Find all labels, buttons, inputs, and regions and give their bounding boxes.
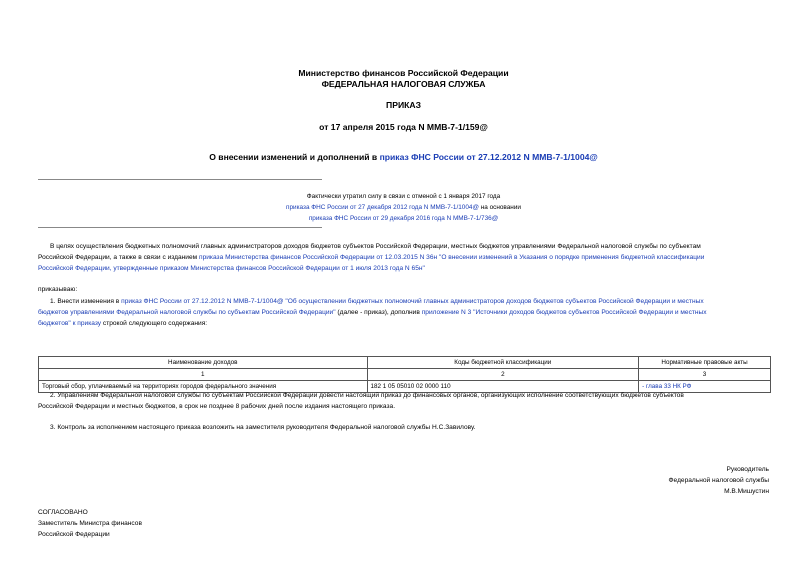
table-header-cell: Наименование доходов	[39, 357, 368, 369]
table-header-row	[39, 357, 771, 369]
divider-bottom	[38, 227, 322, 228]
table-number-cell: 1	[39, 369, 368, 381]
preamble-line2-text: Российской Федерации, а также в связи с изданием	[38, 254, 200, 261]
preamble-line2	[38, 252, 704, 263]
table-number-cell: 3	[639, 369, 771, 381]
item1-line1	[50, 296, 704, 307]
item1-prefix: 1. Внести изменения в	[50, 298, 122, 305]
status-note-line3	[0, 213, 807, 224]
item1-suffix: строкой следующего содержания:	[101, 320, 208, 327]
item1-link-appendix-cont[interactable]: бюджетов" к приказу	[38, 320, 102, 327]
order-word: приказываю:	[38, 286, 78, 293]
item2-line2: Российской Федерации и местных бюджетов, в срок не позднее 8 рабочих дней после издания настоящего приказа.	[38, 403, 396, 410]
status-note-line2	[0, 202, 807, 213]
item1-link-appendix[interactable]: приложение N 3 "Источники доходов бюджетов субъектов Российской Федерации и местных	[421, 309, 707, 316]
preamble-link-minfin-cont[interactable]: Российской Федерации, утвержденные приказом Министерства финансов Российской Федерации от 1 июля 2013 года N 65н"	[38, 265, 425, 272]
table-number-row	[39, 369, 771, 381]
table-header-cell: Коды бюджетной классификации	[367, 357, 639, 369]
table-header-cell: Нормативные правовые акты	[639, 357, 771, 369]
signature-name: М.В.Мишустин	[724, 488, 769, 495]
status-note-link1[interactable]: приказа ФНС России от 27 декабря 2012 года N ММВ-7-1/1004@	[286, 204, 479, 211]
subject-link[interactable]: приказ ФНС России от 27.12.2012 N ММВ-7-1/1004@	[379, 152, 598, 162]
divider-top	[38, 179, 322, 180]
subject-prefix: О внесении изменений и дополнений в	[209, 152, 380, 162]
item1-line3	[38, 318, 207, 329]
status-note-link2[interactable]: приказа ФНС России от 29 декабря 2016 года N ММВ-7-1/736@	[308, 215, 499, 222]
status-note-suffix: на основании	[478, 204, 521, 211]
approval-line1: СОГЛАСОВАНО	[38, 509, 88, 516]
preamble-line3	[38, 263, 425, 274]
item1-line2	[38, 307, 707, 318]
table-cell-code: 182 1 05 05010 02 0000 110	[367, 381, 639, 393]
preamble-link-minfin[interactable]: приказа Министерства финансов Российской Федерации от 12.03.2015 N 36н "О внесении изменений в Указания о порядке применения бюджетной классификации	[199, 254, 705, 261]
preamble-line1: В целях осуществления бюджетных полномочий главных администраторов доходов бюджетов субъектов Российской Федерации, местных бюджетов управлениями Федеральной налоговой службы по субъектам	[50, 243, 701, 250]
signature-title2: Федеральной налоговой службы	[668, 477, 769, 484]
table-number-cell: 2	[367, 369, 639, 381]
item2-line1: 2. Управлениям Федеральной налоговой службы по субъектам Российской Федерации довести настоящий приказ до финансовых органов, организующих исполнение соответствующих бюджетов субъектов	[50, 392, 684, 399]
item1-link-order[interactable]: приказ ФНС России от 27.12.2012 N ММВ-7-1/1004@ "Об осуществлении бюджетных полномочий главных администраторов доходов бюджетов субъектов Российской Федерации и местных	[121, 298, 704, 305]
income-table	[38, 356, 771, 393]
signature-title1: Руководитель	[726, 466, 769, 473]
doc-subject	[0, 152, 807, 163]
item1-link-order-cont[interactable]: бюджетов управлениями Федеральной налоговой службы по субъектам Российской Федерации"	[38, 309, 336, 316]
table-cell-name: Торговый сбор, уплачиваемый на территориях городов федерального значения	[39, 381, 368, 393]
ministry-title: Министерство финансов Российской Федерации	[298, 68, 509, 78]
approval-line2: Заместитель Министра финансов	[38, 520, 142, 527]
item1-mid: (далее - приказ), дополнив	[335, 309, 422, 316]
approval-line3: Российской Федерации	[38, 531, 110, 538]
table-act-link[interactable]: - глава 33 НК РФ	[642, 383, 692, 390]
status-note-line1: Фактически утратил силу в связи с отменой с 1 января 2017 года	[306, 193, 501, 200]
item3: 3. Контроль за исполнением настоящего приказа возложить на заместителя руководителя Федеральной налоговой службы Н.С.Завилову.	[50, 424, 476, 431]
doc-date-number: от 17 апреля 2015 года N ММВ-7-1/159@	[319, 122, 488, 132]
service-title: ФЕДЕРАЛЬНАЯ НАЛОГОВАЯ СЛУЖБА	[321, 79, 486, 89]
doc-type: ПРИКАЗ	[386, 100, 421, 110]
